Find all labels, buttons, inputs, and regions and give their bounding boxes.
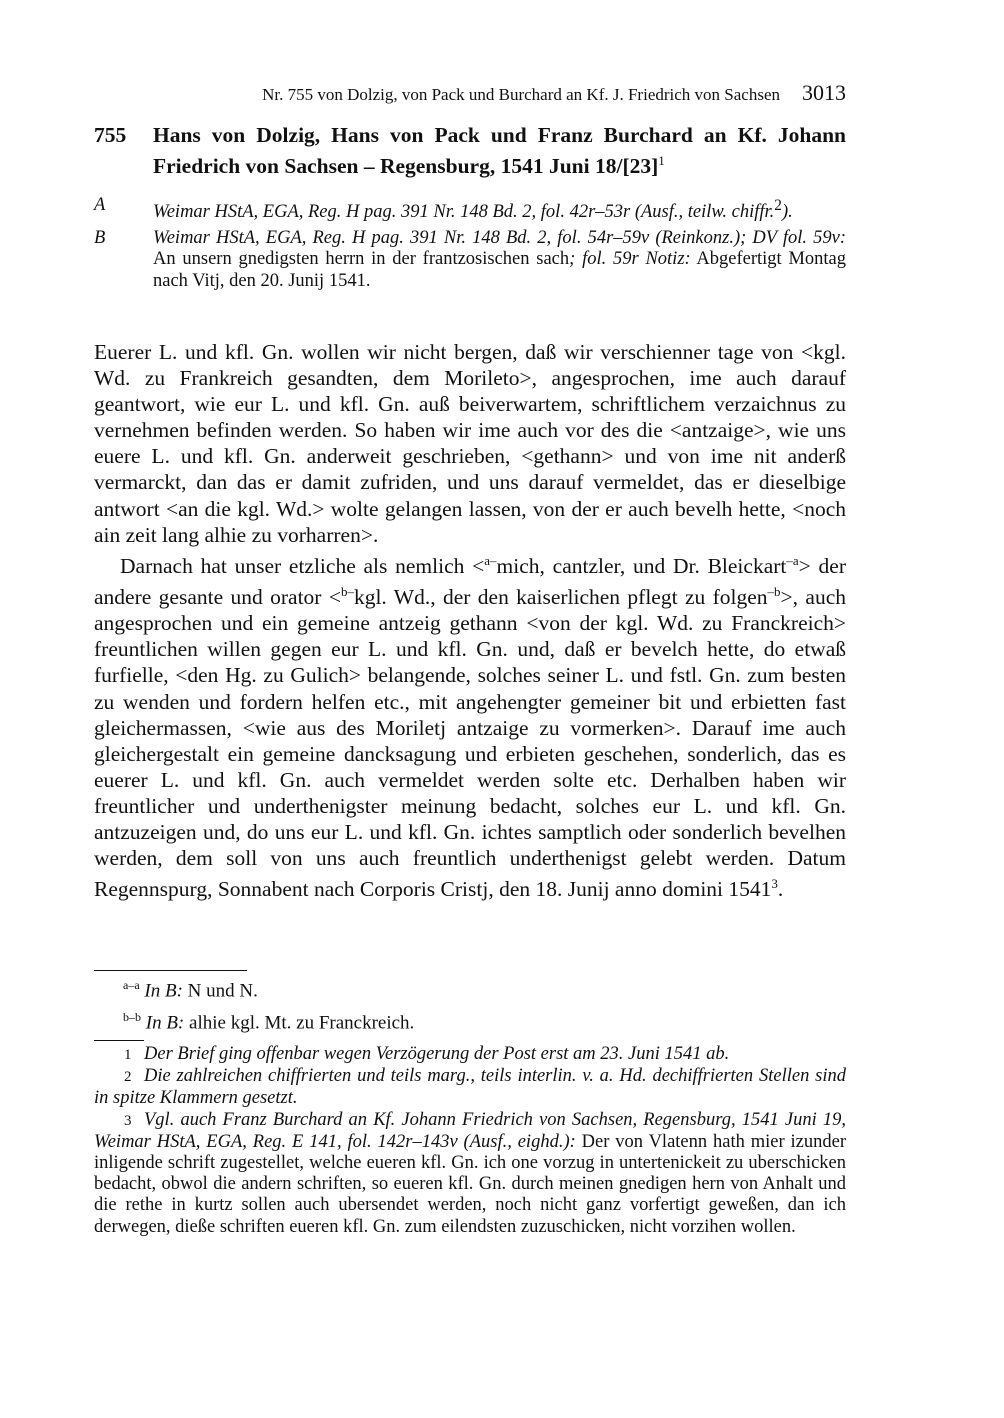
apparatus-divider xyxy=(94,970,247,971)
document-title xyxy=(153,122,846,179)
p2-part-d: kgl. Wd., der den kaiserlichen pflegt zu folgen xyxy=(353,585,768,610)
source-b xyxy=(94,228,846,293)
footnote-1-number: 1 xyxy=(124,1047,132,1063)
source-b-roman-2: Abgefertigt Montag nach Vitj, den 20. Junij 1541. xyxy=(153,249,847,291)
page-number: 3013 xyxy=(802,80,846,105)
apparatus-ref-b-open[interactable]: b– xyxy=(340,584,354,599)
footnote-2-number: 2 xyxy=(124,1069,132,1086)
source-list xyxy=(94,195,846,296)
apparatus-text-b: alhie kgl. Mt. zu Franckreich. xyxy=(184,1012,415,1034)
apparatus-lead-b: In B: xyxy=(145,1012,185,1034)
apparatus-entry-b xyxy=(94,1004,846,1036)
letter-text xyxy=(94,339,846,902)
footnote-divider xyxy=(94,1040,144,1041)
source-a-tail: ). xyxy=(781,202,793,223)
footnote-1-text: Der Brief ging offenbar wegen Verzögerung der Post erst am 23. Juni 1541 ab. xyxy=(144,1044,730,1064)
document-number: 755 xyxy=(94,123,127,147)
footnote-ref-1[interactable]: 1 xyxy=(658,153,665,168)
footnote-ref-3[interactable]: 3 xyxy=(771,876,778,892)
running-head xyxy=(94,80,846,106)
apparatus-ref-a-close[interactable]: –a xyxy=(786,552,799,568)
source-b-italic-2: ; fol. 59r Notiz: xyxy=(569,249,691,270)
apparatus-label-b: b–b xyxy=(123,1010,141,1025)
source-siglum-a: A xyxy=(94,195,106,215)
footnote-3-citation: Vgl. auch Franz Burchard an Kf. Johann Friedrich von Sachsen, Regensburg, 1541 Juni 19, Weimar HStA, EGA, Reg. E 141, fol. 142r–143v (Ausf., eighd.): xyxy=(94,1109,846,1152)
p2-part-e: >, auch angesprochen und ein gemeine antzeig gethann <von der kgl. Wd. zu Franckreich> freuntlichen willen gegen eur L. und kfl. Gn. und, daß er bevelch hette, do etwaß furfielle, <den Hg. zu Gulich> belangende, solches seiner L. und fstl. Gn. zum besten zu wenden und fordern helfen etc., mit angehengter gemeiner bit und erbietten fast gleichermassen, <wie aus des Moriletj antzaige zu vormerken>. Darauf ime auch gleichergestalt ein gemeine dancksagung und erbieten geschehen, sonderlich, das es euerer L. und kfl. Gn. auch vermeldet werden solte etc. Derhalben haben wir freuntlicher und underthenigster meinung bedacht, solches eur L. und kfl. Gn. antzuzeigen und, do uns eur L. und kfl. Gn. ichtes samptlich oder sonderlich bevelhen werden, dem soll von uns auch freuntlich underthenigst gelebt werden. Datum Regennspurg, Sonnabent nach Corporis Cristj, den 18. Junij anno domini 1541 xyxy=(94,585,847,902)
apparatus-text-a: N und N. xyxy=(182,980,258,1002)
document-title-text: Hans von Dolzig, Hans von Pack und Franz Burchard an Kf. Johann Friedrich von Sachsen – Regensburg, 1541 Juni 18/[23] xyxy=(153,123,846,179)
footnote-ref-2[interactable]: 2 xyxy=(774,197,782,214)
apparatus-ref-a-open[interactable]: a– xyxy=(484,552,497,568)
running-head-title: Nr. 755 von Dolzig, von Pack und Burchard an Kf. J. Friedrich von Sachsen xyxy=(262,85,780,104)
footnote-3-quote: Der von Vlatenn hath mier izunder inligende schrift zugestellet, welche eueren kfl. Gn. ich one vorzug in untertenickeit zu uberschicken bedacht, obwol die andern schriften, so eueren kfl. Gn. durch meinen gnedigen hern von Anhalt und die rethe in kurtz sollen auch ubersendet werden, noch nicht ganz vorfertigt geweßen, dan ich derwegen, dieße schriften eueren kfl. Gn. zum eilendsten zuzuschicken, nicht vorzihen wollen. xyxy=(94,1131,846,1237)
footnote-3 xyxy=(94,1110,846,1238)
source-a xyxy=(94,195,846,224)
apparatus-ref-b-close[interactable]: –b xyxy=(767,584,781,599)
letter-paragraph-2 xyxy=(94,548,846,903)
p2-end: . xyxy=(777,877,784,902)
footnote-2 xyxy=(94,1066,846,1109)
letter-paragraph-1: Euerer L. und kfl. Gn. wollen wir nicht bergen, daß wir verschienner tage von <kgl. Wd. zu Frankreich gesandten, dem Morileto>, angesprochen, ime auch darauf geantwort, wie eur L. und kfl. Gn. auß beiverwartem, schriftlichem verzaichnus zu vernehmen befinden werden. So haben wir ime auch vor des die <antzaige>, wie uns euere L. und kfl. Gn. anderweit geschrieben, <gethann> und von ime nit anderß vermarckt, dan das er damit zufriden, und uns darauf vermeldet, das er dieselbige antwort <an die kgl. Wd.> wolte gelangen lassen, von der er auch bevelh hette, <noch ain zeit lang alhie zu vorharren>. xyxy=(94,340,846,547)
text-apparatus xyxy=(94,972,846,1037)
footnote-1 xyxy=(94,1044,846,1066)
source-b-description xyxy=(153,228,846,293)
source-b-roman-1: An unsern gnedigsten herrn in der frantzosischen sach xyxy=(153,249,570,270)
apparatus-entry-a xyxy=(94,972,846,1004)
source-b-italic-1: Weimar HStA, EGA, Reg. H pag. 391 Nr. 148 Bd. 2, fol. 54r–59v (Reinkonz.); DV fol. 59v: xyxy=(153,227,846,248)
source-a-text: Weimar HStA, EGA, Reg. H pag. 391 Nr. 148 Bd. 2, fol. 42r–53r (Ausf., teilw. chiffr. xyxy=(153,202,775,223)
footnote-3-number: 3 xyxy=(124,1112,132,1129)
p2-part-a: Darnach hat unser etzliche als nemlich < xyxy=(120,553,485,578)
footnote-2-text: Die zahlreichen chiffrierten und teils marg., teils interlin. v. a. Hd. dechiffrierten Stellen sind in spitze Klammern gesetzt. xyxy=(94,1066,846,1109)
footnotes xyxy=(94,1044,846,1238)
source-siglum-b: B xyxy=(94,227,106,248)
p2-part-c: > der andere gesante und orator < xyxy=(94,553,846,610)
source-a-description xyxy=(153,195,846,224)
apparatus-label-a: a–a xyxy=(123,978,140,992)
apparatus-lead-a: In B: xyxy=(144,980,183,1002)
p2-part-b: mich, cantzler, und Dr. Bleickart xyxy=(496,553,787,578)
